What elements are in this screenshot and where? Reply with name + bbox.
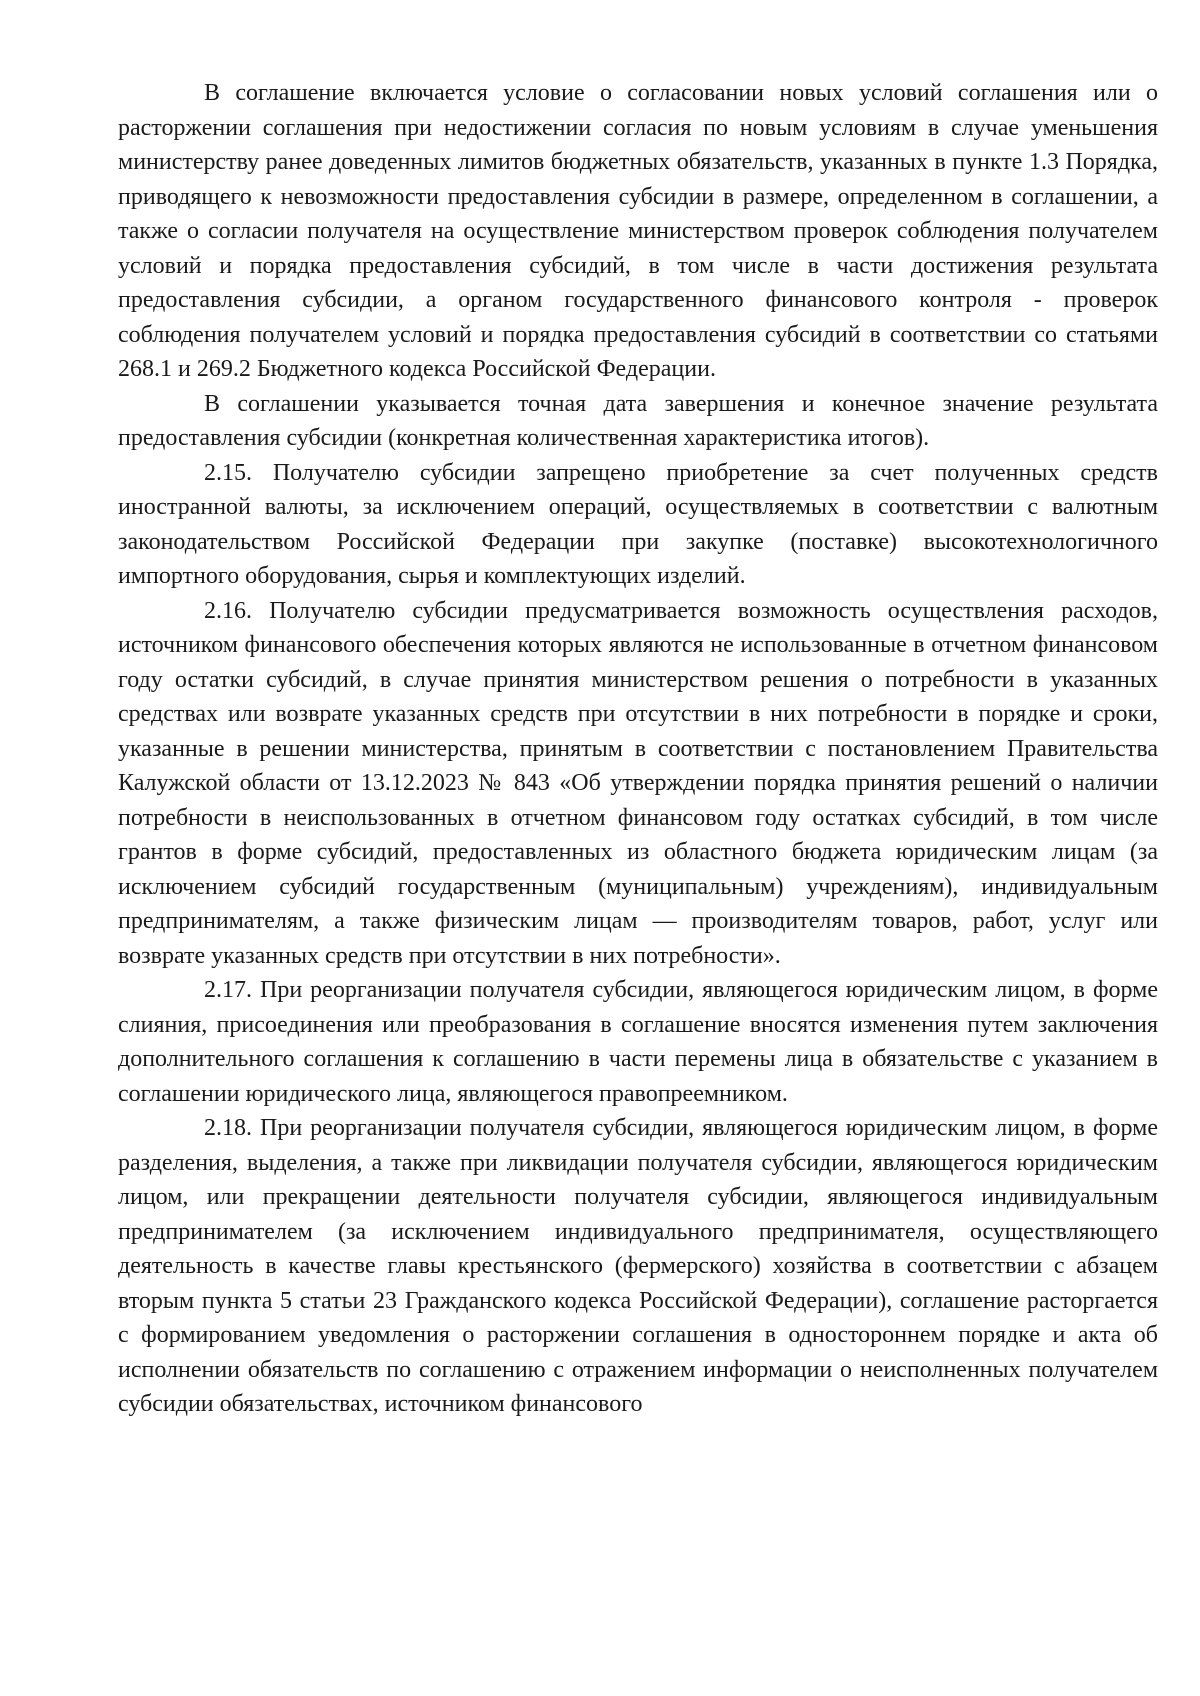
paragraph-result-date: В соглашении указывается точная дата завершения и конечное значение результата предоставления субсидии (конкретная количественная характеристика итогов). <box>118 390 1158 451</box>
paragraph-agreement-conditions: В соглашение включается условие о согласовании новых условий соглашения или о расторжении соглашения при недостижении согласия по новым условиям в случае уменьшения министерству ранее доведенных лимитов бюджетных обязательств, указанных в пункте 1.3 Порядка, приводящего к невозможности предоставления субсидии в размере, определенном в соглашении, а также о согласии получателя на осуществление министерством проверок соблюдения получателем условий и порядка предоставления субсидий, в том числе в части достижения результата предоставления субсидии, а органом государственного финансового контроля - проверок соблюдения получателем условий и порядка предоставления субсидий в соответствии со статьями 268.1 и 269.2 Бюджетного кодекса Российской Федерации. <box>118 80 1158 382</box>
paragraph-2-18: 2.18. При реорганизации получателя субсидии, являющегося юридическим лицом, в форме разделения, выделения, а также при ликвидации получателя субсидии, являющегося юридическим лицом, или прекращении деятельности получателя субсидии, являющегося индивидуальным предпринимателем (за исключением индивидуального предпринимателя, осуществляющего деятельность в качестве главы крестьянского (фермерского) хозяйства в соответствии с абзацем вторым пункта 5 статьи 23 Гражданского кодекса Российской Федерации), соглашение расторгается с формированием уведомления о расторжении соглашения в одностороннем порядке и акта об исполнении обязательств по соглашению с отражением информации о неисполненных получателем субсидии обязательствах, источником финансового <box>118 1115 1158 1417</box>
paragraph-2-17: 2.17. При реорганизации получателя субсидии, являющегося юридическим лицом, в форме слияния, присоединения или преобразования в соглашение вносятся изменения путем заключения дополнительного соглашения к соглашению в части перемены лица в обязательстве с указанием в соглашении юридического лица, являющегося правопреемником. <box>118 977 1158 1107</box>
document-body <box>118 76 1158 1422</box>
paragraph-2-15: 2.15. Получателю субсидии запрещено приобретение за счет полученных средств иностранной валюты, за исключением операций, осуществляемых в соответствии с валютным законодательством Российской Федерации при закупке (поставке) высокотехнологичного импортного оборудования, сырья и комплектующих изделий. <box>118 459 1158 589</box>
paragraph-2-16: 2.16. Получателю субсидии предусматривается возможность осуществления расходов, источником финансового обеспечения которых являются не использованные в отчетном финансовом году остатки субсидий, в случае принятия министерством решения о потребности в указанных средствах или возврате указанных средств при отсутствии в них потребности в порядке и сроки, указанные в решении министерства, принятым в соответствии с постановлением Правительства Калужской области от 13.12.2023 № 843 «Об утверждении порядка принятия решений о наличии потребности в неиспользованных в отчетном финансовом году остатках субсидий, в том числе грантов в форме субсидий, предоставленных из областного бюджета юридическим лицам (за исключением субсидий государственным (муниципальным) учреждениям), индивидуальным предпринимателям, а также физическим лицам — производителям товаров, работ, услуг или возврате указанных средств при отсутствии в них потребности». <box>118 597 1158 969</box>
